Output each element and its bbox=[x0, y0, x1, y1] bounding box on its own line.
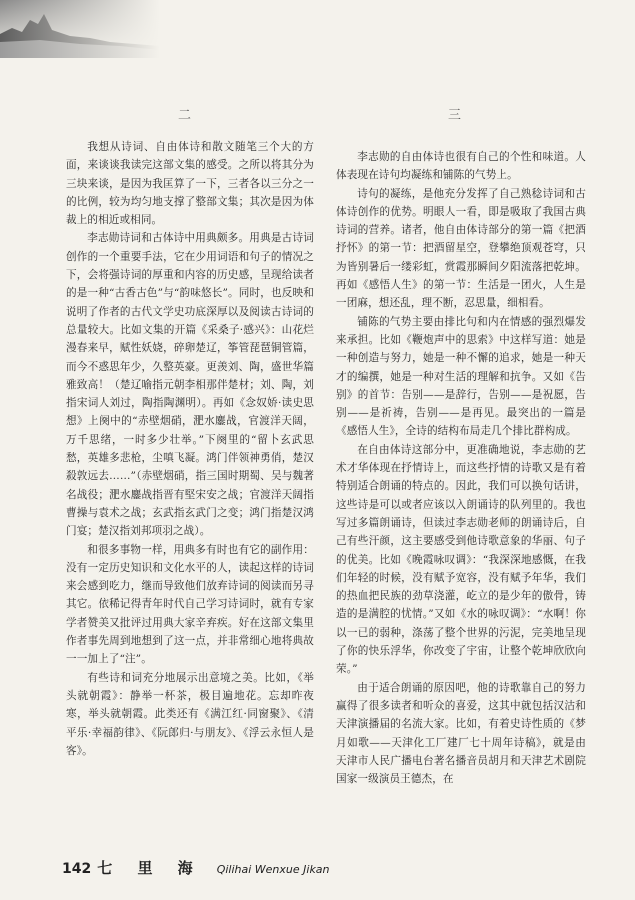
paragraph: 我想从诗词、自由体诗和散文随笔三个大的方面，来谈谈我读完这部文集的感受。之所以将其分为三块来谈，是因为我匡算了一下，三者各以三分之一的比例，较为均匀地支撑了整部文集；其次是因为体裁上的相近或相同。 bbox=[66, 141, 314, 227]
right-column bbox=[336, 148, 586, 788]
paragraph: 诗句的凝练，是他充分发挥了自己熟稔诗词和古体诗创作的优势。明眼人一看，即是吸取了我国古典诗词的营养。诸者，他自由体诗部分的第一篇《把酒抒怀》的第一节：把酒留星空，登攀绝顶观苍穹，只为皆别暑后一缕彩虹，赏霞那瞬间夕阳流落把乾坤。再如《感悟人生》的第一节：生活是一团火，人生是一团麻，想还乱，理不断，忍思量，细相看。 bbox=[336, 187, 586, 310]
paragraph: 有些诗和词充分地展示出意境之美。比如，《举头就朝霞》：静举一杯茶，极目遍地花。忘却昨夜寒，举头就朝霞。此类还有《满江红·同窗聚》、《清平乐·幸福韵律》、《阮郎归·与朋友》、《浮云永恒人是客》。 bbox=[66, 671, 314, 757]
left-column bbox=[66, 138, 314, 760]
page-footer bbox=[62, 857, 330, 881]
paragraph: 铺陈的气势主要由排比句和内在情感的强烈爆发来承担。比如《鞭炮声中的思索》中这样写道：她是一种创造与努力，她是一种不懈的追求，她是一种天才的编撰，她是一种对生活的理解和抗争。又如《告别》的首节：告别——是辞行，告别——是祝愿，告别——是祈祷，告别——是再见。最突出的一篇是《感悟人生》，全诗的结构布局走几个排比群构成。 bbox=[336, 315, 586, 438]
section-number-right: 三 bbox=[448, 108, 462, 123]
section-number-left: 二 bbox=[178, 108, 192, 123]
magazine-romanized-name: Qilihai Wenxue Jikan bbox=[216, 863, 330, 876]
paragraph: 和很多事物一样，用典多有时也有它的副作用：没有一定历史知识和文化水平的人，读起这样的诗词来会感到吃力，继而导致他们放弃诗词的阅读而另寻其它。依稀记得青年时代自己学习诗词时，就有专家学者赞美又批评过用典大家辛弃疾。好在这部文集里作者事先周到地想到了这一点，并非常细心地将典故一一加上了“注”。 bbox=[66, 543, 314, 666]
paragraph: 李志勋的自由体诗也很有自己的个性和味道。人体表现在诗句均凝练和铺陈的气势上。 bbox=[336, 151, 586, 182]
page-number: 142 bbox=[62, 861, 92, 877]
header-decoration bbox=[0, 0, 160, 58]
paragraph: 由于适合朗诵的原因吧，他的诗歌靠自己的努力赢得了很多读者和听众的喜爱，这其中就包括汉沽和天津演播届的名流大家。比如，有着史诗性质的《梦月如歌——天津化工厂建厂七十周年诗稿》，就是由天津市人民广播电台著名播音员胡月和天津艺术剧院国家一级演员王德杰，在 bbox=[336, 681, 586, 786]
magazine-name: 七 里 海 bbox=[97, 859, 203, 877]
paragraph: 李志勋诗词和古体诗中用典颇多。用典是古诗词创作的一个重要手法，它在少用词语和句子的情况之下，会将强诗词的厚重和内容的历史感，呈现给读者的是一种“古香古色”与“韵味悠长”。同时，也反映和说明了作者的古代文学史功底深厚以及阅读古诗词的总量较大。比如文集的开篇《采桑子·感兴》：山花烂漫春来早，赋性妖娆，碎卵楚辽，筝管琵琶铜管篇，而今不惑思年少，久整英豪。更羡刘、陶，盛世华篇雅致高！（楚辽喻指元朝李相那伴楚材；刘、陶，刘指宋词人刘过，陶指陶渊明）。再如《念奴娇·读史思想》上阕中的“赤壁烟硝，淝水鏖战，官渡洋天阔，万千思绪，一时多少壮举。”下阕里的“留卜玄武思愁，英雄多悲枪，尘嗔飞凝。鸿门伴领神勇俏，楚汉殺敦远去……”（赤壁烟硝，指三国时期蜀、吴与魏著名战役；淝水鏖战指晋有堅宋安之战；官渡洋天阔指曹操与袁术之战；玄武指玄武门之变；鸿门指楚汉鸿门宴；楚汉指刘邦项羽之战）。 bbox=[66, 232, 314, 538]
paragraph: 在自由体诗这部分中，更准确地说，李志勋的艺术才华体现在抒情诗上，而这些抒情的诗歌又是有着特别适合朗诵的特点的。因此，我们可以换句话讲，这些诗是可以或者应该以入朗诵诗的队列里的。我也写过多篇朗诵诗，但读过李志勋老师的朗诵诗后，自己有些汗颜，这主要感受到他诗歌意象的华丽、句子的优美。比如《晚霞咏叹调》：“我深深地感慨，在我们年轻的时候，没有赋予宽容，没有赋予年华，我们的热血把民族的劲草浇灌，屹立的是少年的傲骨，铸造的是满腔的忧情。”又如《水的咏叹调》：“水啊！你以一已的弱种，涤荡了整个世界的污泥，完美地呈现了你的快乐浮华，你改变了宇宙，让整个乾坤欣欣向荣。” bbox=[336, 443, 586, 676]
